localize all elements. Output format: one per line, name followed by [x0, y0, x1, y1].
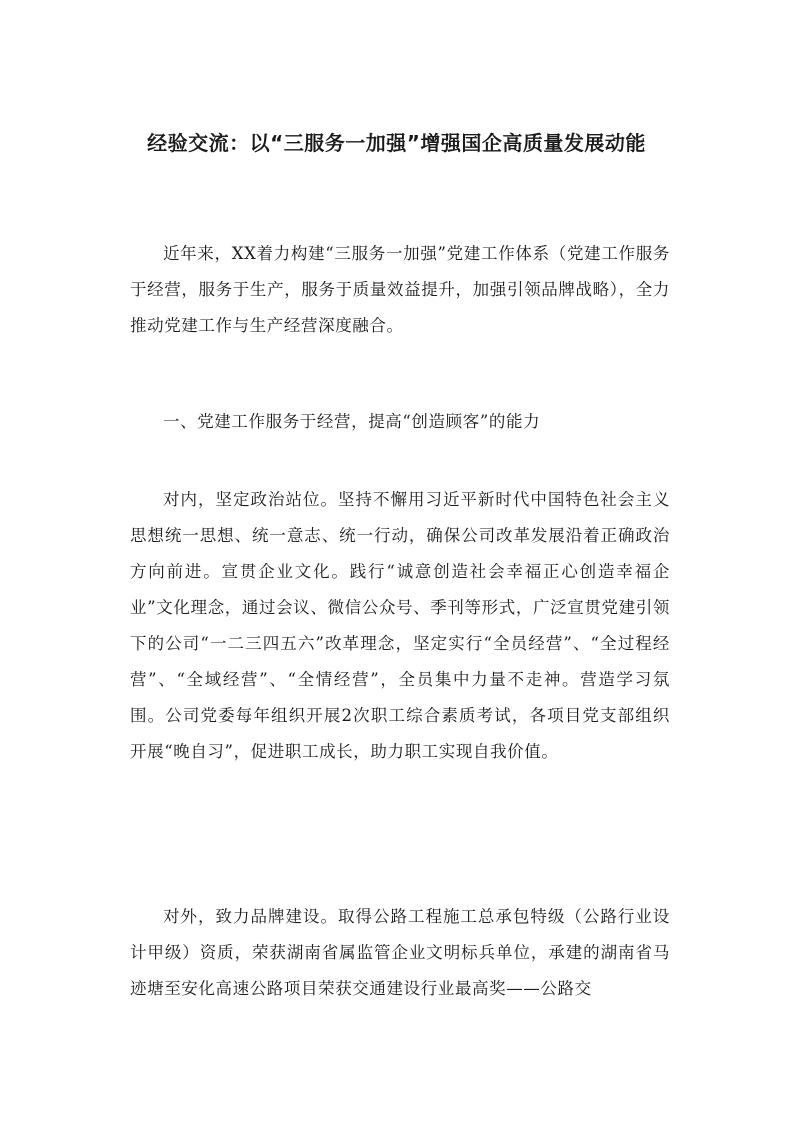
external-paragraph: 对外，致力品牌建设。取得公路工程施工总承包特级（公路行业设计甲级）资质，荣获湖南省属监管企业文明标兵单位，承建的湖南省马迹塘至安化高速公路项目荣获交通建设行业最高奖——公路交	[130, 907, 670, 998]
intro-paragraph: 近年来，XX着力构建“三服务一加强”党建工作体系（党建工作服务于经营，服务于生产，服务于质量效益提升，加强引领品牌战略），全力推动党建工作与生产经营深度融合。	[130, 244, 670, 335]
document-title: 经验交流：以“三服务一加强”增强国企高质量发展动能	[147, 131, 646, 155]
internal-paragraph: 对内，坚定政治站位。坚持不懈用习近平新时代中国特色社会主义思想统一思想、统一意志、统一行动，确保公司改革发展沿着正确政治方向前进。宣贯企业文化。践行“诚意创造社会幸福正心创造幸福企业”文化理念，通过会议、微信公众号、季刊等形式，广泛宣贯党建引领下的公司“一二三四五六”改革理念，坚定实行“全员经营”、“全过程经营”、“全域经营”、“全情经营”，全员集中力量不走神。营造学习氛围。公司党委每年组织开展2次职工综合素质考试，各项目党支部组织开展“晚自习”，促进职工成长，助力职工实现自我价值。	[130, 490, 670, 761]
section-heading-1: 一、党建工作服务于经营，提高“创造顾客”的能力	[163, 412, 541, 431]
